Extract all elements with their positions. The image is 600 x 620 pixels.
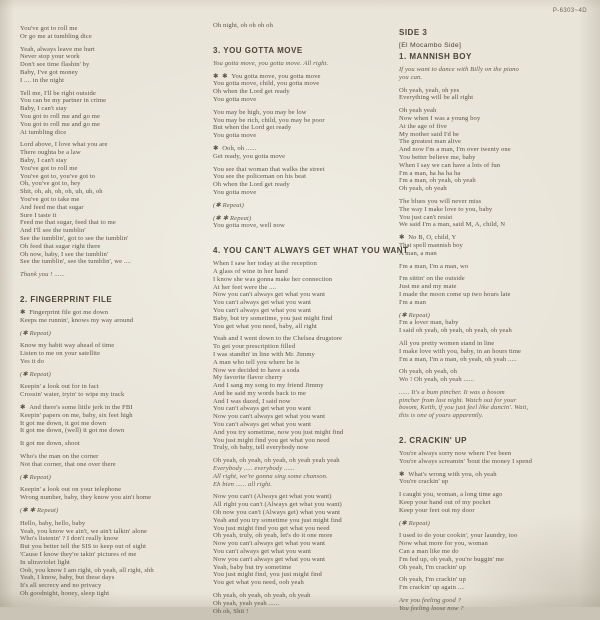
lyric-line: Now you can't always get what you want [213,413,326,421]
lyric-line: Oh yeah, I'm crackin' up [399,563,466,571]
stanza [20,25,208,41]
stanza [20,474,208,482]
stanza [20,507,208,515]
lyric-line: pincher from last night. Watch out for your [399,396,517,404]
lyric-line: You may be high, you may be low [213,108,307,116]
lyric-line: To get your prescription filled [213,343,296,351]
lyric-line: I'm a lover man, baby [399,319,459,327]
lyric-line: There oughta be a law [20,149,81,157]
stanza [399,234,591,257]
stanza [399,263,591,271]
lyric-line: And he said my words back to me [213,389,307,397]
song-title: 3. YOU GOTTA MOVE [213,45,303,55]
lyric-line: If you want to dance with Billy on the piano [399,66,519,73]
lyric-line: Baby, I've got money [20,68,79,76]
lyric-line: Crossin' water, tryin' to wipe my track [20,391,125,399]
lyric-line: Oh goodnight, honey, sleep tight [20,590,110,598]
lyric-line: Oh, you've got to, hey [20,180,81,188]
lyric-line: Yeah, always leave me hurt [20,45,95,53]
star-marker-icon: ✱ [20,404,30,412]
lyric-line: Can a man like me do [399,548,459,556]
lyric-line: ✱ Ooh, oh ...... [213,144,257,152]
stanza [399,491,591,514]
lyric-line: You're always screamin' 'bout the money I spend [399,457,533,465]
lyric-line: Now you can't always get what you want [213,540,326,548]
lyric-line: ✱ No B, O, child, Y [399,234,457,242]
stanza [213,592,401,615]
lyric-line: Baby, I can't stay [20,156,67,164]
lyric-line: I'm a man, I'm a man, oh yeah, oh yeah ..... [399,355,517,363]
stanza [399,450,591,466]
lyric-line: ✱ What's wrong with you, oh yeah [399,470,497,478]
lyric-line: ✱ Fingerprint file got me down [20,308,109,316]
lyric-line: You feeling loose now ? [399,604,464,612]
stanza [213,260,401,330]
lyric-line: You can't always get what you want [213,548,312,556]
lyric-line: That spell mannish boy [399,241,463,249]
lyric-line: Are you feeling good ? [399,597,462,605]
lyric-line: But when the Lord get ready [213,124,292,132]
lyric-line: Now you can't (Always get what you want) [213,493,332,501]
lyric-line: I'm a man, I'm a man, wo [399,262,469,270]
lyric-line: Keeps me runnin', knows my way around [20,316,134,324]
lyric-line: Oh yeah, yeah yeah ...... [213,599,280,607]
lyric-line: Wrong number, baby, they know you ain't home [20,494,152,502]
lyric-line: Baby, I can't stay [20,105,67,113]
stanza [213,493,401,587]
lyric-line: Sure I taste it [20,211,57,219]
lyric-line: You gotta move [213,188,257,196]
lyric-line: Now you can't always get what you want [213,291,326,299]
lyric-line: You've got to, you've got to [20,172,96,180]
lyric-line: It got me down, (well) it got me down [20,427,125,435]
lyric-line: I'm fed up, oh yeah, you're buggin' me [399,555,504,563]
lyric-line: ✱ ✱ You gotta move, you gotta move [213,72,321,80]
lyric-line: this is one of yours apparently. [399,412,484,420]
stanza [213,335,401,452]
lyric-line: All right, we're gonna sing some chanson. [213,472,328,480]
lyric-line: When I saw her today at the reception [213,260,317,268]
lyric-line: Thank you ! ...... [20,271,65,279]
lyric-line: All you pretty women stand in line [399,339,495,347]
lyric-line: You can't always get what you want [213,306,312,314]
catalog-number: P-6303~4D [552,8,587,14]
lyric-line: You get what you need, baby, all right [213,322,317,330]
stanza [213,22,401,30]
stanza [213,166,401,197]
lyric-line: See the tumblin', got to see the tumblin' [20,234,129,242]
lyric-line: I caught you, woman, a long time ago [399,491,503,499]
stanza [399,532,591,571]
star-marker-icon: ✱ [399,470,409,478]
lyric-line: Get ready, you gotta move [213,152,286,160]
stanza [399,340,591,363]
lyric-line: Lord above, I love what you are [20,141,108,149]
lyric-line: Know my habit way ahead of time [20,342,115,350]
lyric-line: I was standin' in line with Mr. Jimmy [213,350,315,358]
lyric-line: Yeah, you know we ain't, we ain't talkin' alone [20,527,147,535]
lyric-line: Shit, oh, ah, oh, oh, uh, uh, oh [20,188,103,196]
lyric-line: Eh bien ...... all right. [213,480,273,488]
lyric-line: Now you can't always get what you want [213,555,326,563]
stanza [399,275,591,306]
lyric-line: Oh now you can't (Always get) what you want [213,509,341,517]
side-sublabel: [El Mocambo Side] [399,42,462,49]
lyric-line: And feed me that sugar [20,203,84,211]
lyric-line: (✱ Repeat) [399,311,430,319]
lyrics-column-left [20,25,208,603]
lyric-line: I'm sittin' on the outside [399,275,465,283]
stanza [20,453,208,469]
stanza [399,389,591,420]
lyric-line: Yeah, I know, baby, but these days [20,574,115,582]
lyric-line: Keep your hand out of my pocket [399,499,491,507]
song-title: 2. FINGERPRINT FILE [20,294,113,304]
lyric-line: I used to do your cookin', your laundry, too [399,532,518,540]
stanza [399,198,591,229]
stanza [399,66,591,82]
lyric-line: Oh now, baby, I see the tumblin' [20,250,109,258]
lyric-line: See the tumblin', see the tumblin', we .... [20,258,131,266]
lyric-line: You got to roll me and go me [20,120,100,128]
lyric-line: I know she was gonna make her connection [213,275,333,283]
lyric-line: I said oh yeah, oh yeah, oh yeah, oh yeah [399,327,512,335]
lyric-line: Ooh, you know I am right, oh yeah, all right, shh [20,566,154,574]
lyric-line: Who's listenin' ? I don't really know [20,535,119,543]
lyric-line: My favorite flavor cherry [213,374,283,382]
lyric-line: Not that corner, that one over there [20,460,116,468]
lyric-line: The way I make love to you, baby [399,205,493,213]
lyric-line: The blues you will never miss [399,197,482,205]
lyric-line: (✱ Repeat) [20,329,51,337]
lyric-line: It got me down, it got me down [20,419,107,427]
lyric-line: you can. [399,73,423,81]
stanza [20,520,208,598]
lyric-line: Oh when the Lord get ready [213,181,290,189]
lyric-line: I'm crackin' up again .... [399,584,465,592]
lyrics-column-right [399,28,591,618]
song-title: 4. YOU CAN'T ALWAYS GET WHAT YOU WANT [213,246,409,256]
lyric-line: Yeah and I went down to the Chelsea drugstore [213,335,343,343]
stanza [213,215,401,231]
lyric-line: You just might find, you just might find [213,571,322,579]
lyric-line: A glass of wine in her hand [213,267,288,275]
stanza [20,309,208,325]
lyric-line: At tumbling dice [20,128,67,136]
lyric-line: A man who tell you where he is [213,358,300,366]
lyric-line: I'm a man [399,298,426,306]
lyric-line: (✱ Repeat) [399,519,430,527]
lyric-line: Truly, oh baby, tell everybody now [213,444,309,452]
stanza [20,271,208,279]
lyric-line: Oh yeah, oh yeah [399,185,447,193]
lyric-line: At the age of five [399,122,447,130]
lyric-line: And you try sometime, now you just might find [213,428,344,436]
lyric-line: Who's the man on the corner [20,453,99,461]
lyric-line: You're crackin' up [399,478,449,486]
lyric-line: bosom, Keith, if you just feel like dancin'. Wait, [399,404,529,412]
lyric-line: You just might find you get what you need [213,436,330,444]
lyric-line: Never stop your work [20,53,80,61]
lyric-line: Keep your feet out my door [399,506,475,514]
lyric-line: And I'll see the tumblin' [20,227,86,235]
lyric-line: And now I'm a man, I'm over twenty one [399,146,511,154]
lyrics-column-middle [213,22,409,620]
stanza [399,312,591,335]
stanza [399,597,591,613]
lyric-line: Yes it do [20,357,45,365]
stanza [399,576,591,592]
lyric-line: Oh oh, Shit ! [213,607,249,615]
lyric-line: Oh yeah, yeah, oh yes [399,86,460,94]
lyric-line: (✱ Repeat) [20,370,51,378]
stanza [213,457,401,488]
stanza [213,73,401,104]
star-marker-icon: ✱ [399,234,409,242]
song-title: 1. MANNISH BOY [399,52,472,61]
lyric-line: Hello, baby, hello, baby [20,519,86,527]
lyric-line: Oh yeah, truly, oh yeah, let's do it one more [213,532,333,540]
lyric-line: Baby, but try sometime, you just might find [213,314,333,322]
stanza [20,342,208,365]
lyric-line: You've got to roll me [20,164,78,172]
lyric-line: I'm a man, oh yeah, oh yeah [399,177,476,185]
lyric-line: (✱ Repeat) [213,201,244,209]
lyric-line: Or go me at tumbling dice [20,32,92,40]
lyric-line: Now we decided to have a soda [213,366,300,374]
stanza [213,145,401,161]
lyric-line: You gotta move [213,95,257,103]
lyric-line: Oh yeah yeah [399,107,437,115]
lyric-line: Oh when the Lord get ready [213,88,290,96]
stanza [399,107,591,193]
lyric-line: ✱ And there's some little jerk in the FBI [20,404,133,412]
lyric-line: Yeah, baby but try sometime [213,563,292,571]
lyric-line: Oh yeah, I'm crackin' up [399,576,466,584]
lyric-line: Oh night, oh oh oh oh [213,22,273,29]
lyric-line: When I say we can have a lots of fun [399,161,501,169]
stanza [20,404,208,435]
lyric-line: 'Cause I know they're takin' pictures of me [20,551,137,559]
lyric-line: You see the policeman on his beat [213,173,307,181]
song-title: 2. CRACKIN' UP [399,436,468,446]
lyric-line: Keepin' papers on me, baby, six feet high [20,411,133,419]
lyric-line: Oh yeah, oh yeah, oh yeah, oh yeah [213,592,311,600]
lyric-line: Feed me that sugar, feed that to me [20,219,116,227]
lyric-line: And I sang my song to my friend Jimmy [213,382,324,390]
stanza [399,520,591,528]
stanza [399,87,591,103]
stanza [399,471,591,487]
lyric-line: Don't see time flashin' by [20,61,90,69]
lyric-line: Keepin' a look out for in fact [20,383,99,391]
stanza [20,141,208,266]
lyric-line: Everything will be all right [399,94,474,102]
star-marker-icon: ✱ [20,308,30,316]
lyric-line: I make love with you, baby, in an hours time [399,347,522,355]
lyric-line: Oh feed that sugar right there [20,242,101,250]
lyric-line: Oh yeah, oh yeah, oh [399,368,458,376]
lyric-line: Now what more for you, woman [399,540,488,548]
lyric-line: You've got to take me [20,195,80,203]
stanza [20,486,208,502]
stanza [20,371,208,379]
lyric-line: But you better tell the SIS to keep out of sight [20,543,147,551]
lyric-line: You gotta move, well now [213,222,285,230]
stanza [213,202,401,210]
lyric-line: Everybody ..... everybody ...... [213,465,295,473]
lyric-line: You got to roll me and go me [20,112,100,120]
stanza [20,330,208,338]
lyric-line: (✱ ✱ Repeat) [20,507,59,515]
lyric-line: At her feet were the .... [213,283,277,291]
lyric-line: It's all secrecy and no privacy [20,582,102,590]
lyric-line: All right you can't (Always get what you want) [213,501,342,509]
stanza [213,109,401,140]
lyric-line: Just me and my mate [399,283,457,291]
lyric-line: You see that woman that walks the street [213,165,325,173]
lyric-line: We said I'm a man, said M, A, child, N [399,221,506,229]
stanza [20,90,208,137]
lyric-line: ...... It's a bum pincher. It was a bosom [399,388,505,396]
stanza [399,368,591,384]
lyric-line: And I was dazed, I said now [213,397,291,405]
star-marker-icon: ✱ [213,144,223,152]
lyric-line: The greatest man alive [399,138,462,146]
lyric-line: My mother said I'd be [399,130,460,138]
lyric-line: Now when I was a young boy [399,114,481,122]
lyric-line: Tell me, I'll be right outside [20,89,96,97]
lyric-line: You're always sorry now where I've been [399,450,512,458]
lyric-line: Keepin' a look out on your telephone [20,486,122,494]
lyric-line: You gotta move [213,132,257,140]
stanza [20,440,208,448]
stanza [20,383,208,399]
lyric-line: I made the moon come up two hours late [399,290,511,298]
lyric-line: You can't always get what you want [213,405,312,413]
lyric-line: You can't always get what you want [213,299,312,307]
lyric-line: (✱ ✱ Repeat) [213,214,252,222]
lyric-line: Yeah and you try sometime you just might find [213,516,342,524]
song-title: SIDE 3 [399,28,428,37]
lyric-line: I .... in the night [20,76,65,84]
lyric-line: You get what you need, ooh yeah [213,579,304,587]
lyric-line: You better believe me, baby [399,153,476,161]
stanza [213,60,401,68]
lyric-line: You just might find you get what you need [213,524,330,532]
lyric-line: You just can't resist [399,213,453,221]
lyric-line: Listen to me on your satellite [20,350,101,358]
lyric-line: You can be my partner in crime [20,97,107,105]
lyric-line: Wo ! Oh yeah, oh yeah ...... [399,376,474,384]
star-marker-icon: ✱ ✱ [213,72,232,80]
lyric-line: A man, a man [399,249,437,257]
lyric-line: Oh yeah, oh yeah, oh yeah, oh yeah yeah yeah [213,457,340,465]
stanza [20,46,208,85]
lyric-line: You can't always get what you want [213,421,312,429]
lyric-line: You may be rich, child, you may be poor [213,116,325,124]
lyric-line: You've got to roll me [20,25,78,32]
lyric-line: (✱ Repeat) [20,473,51,481]
lyric-line: You gotta move, child, you gotta move [213,80,320,88]
lyric-line: You gotta move, you gotta move. All right. [213,59,329,67]
lyric-line: I'm a man, ha ha ha ha [399,169,461,177]
lyric-line: It got me down, shoot [20,440,80,448]
lyric-line: In ultraviolet light [20,558,70,566]
